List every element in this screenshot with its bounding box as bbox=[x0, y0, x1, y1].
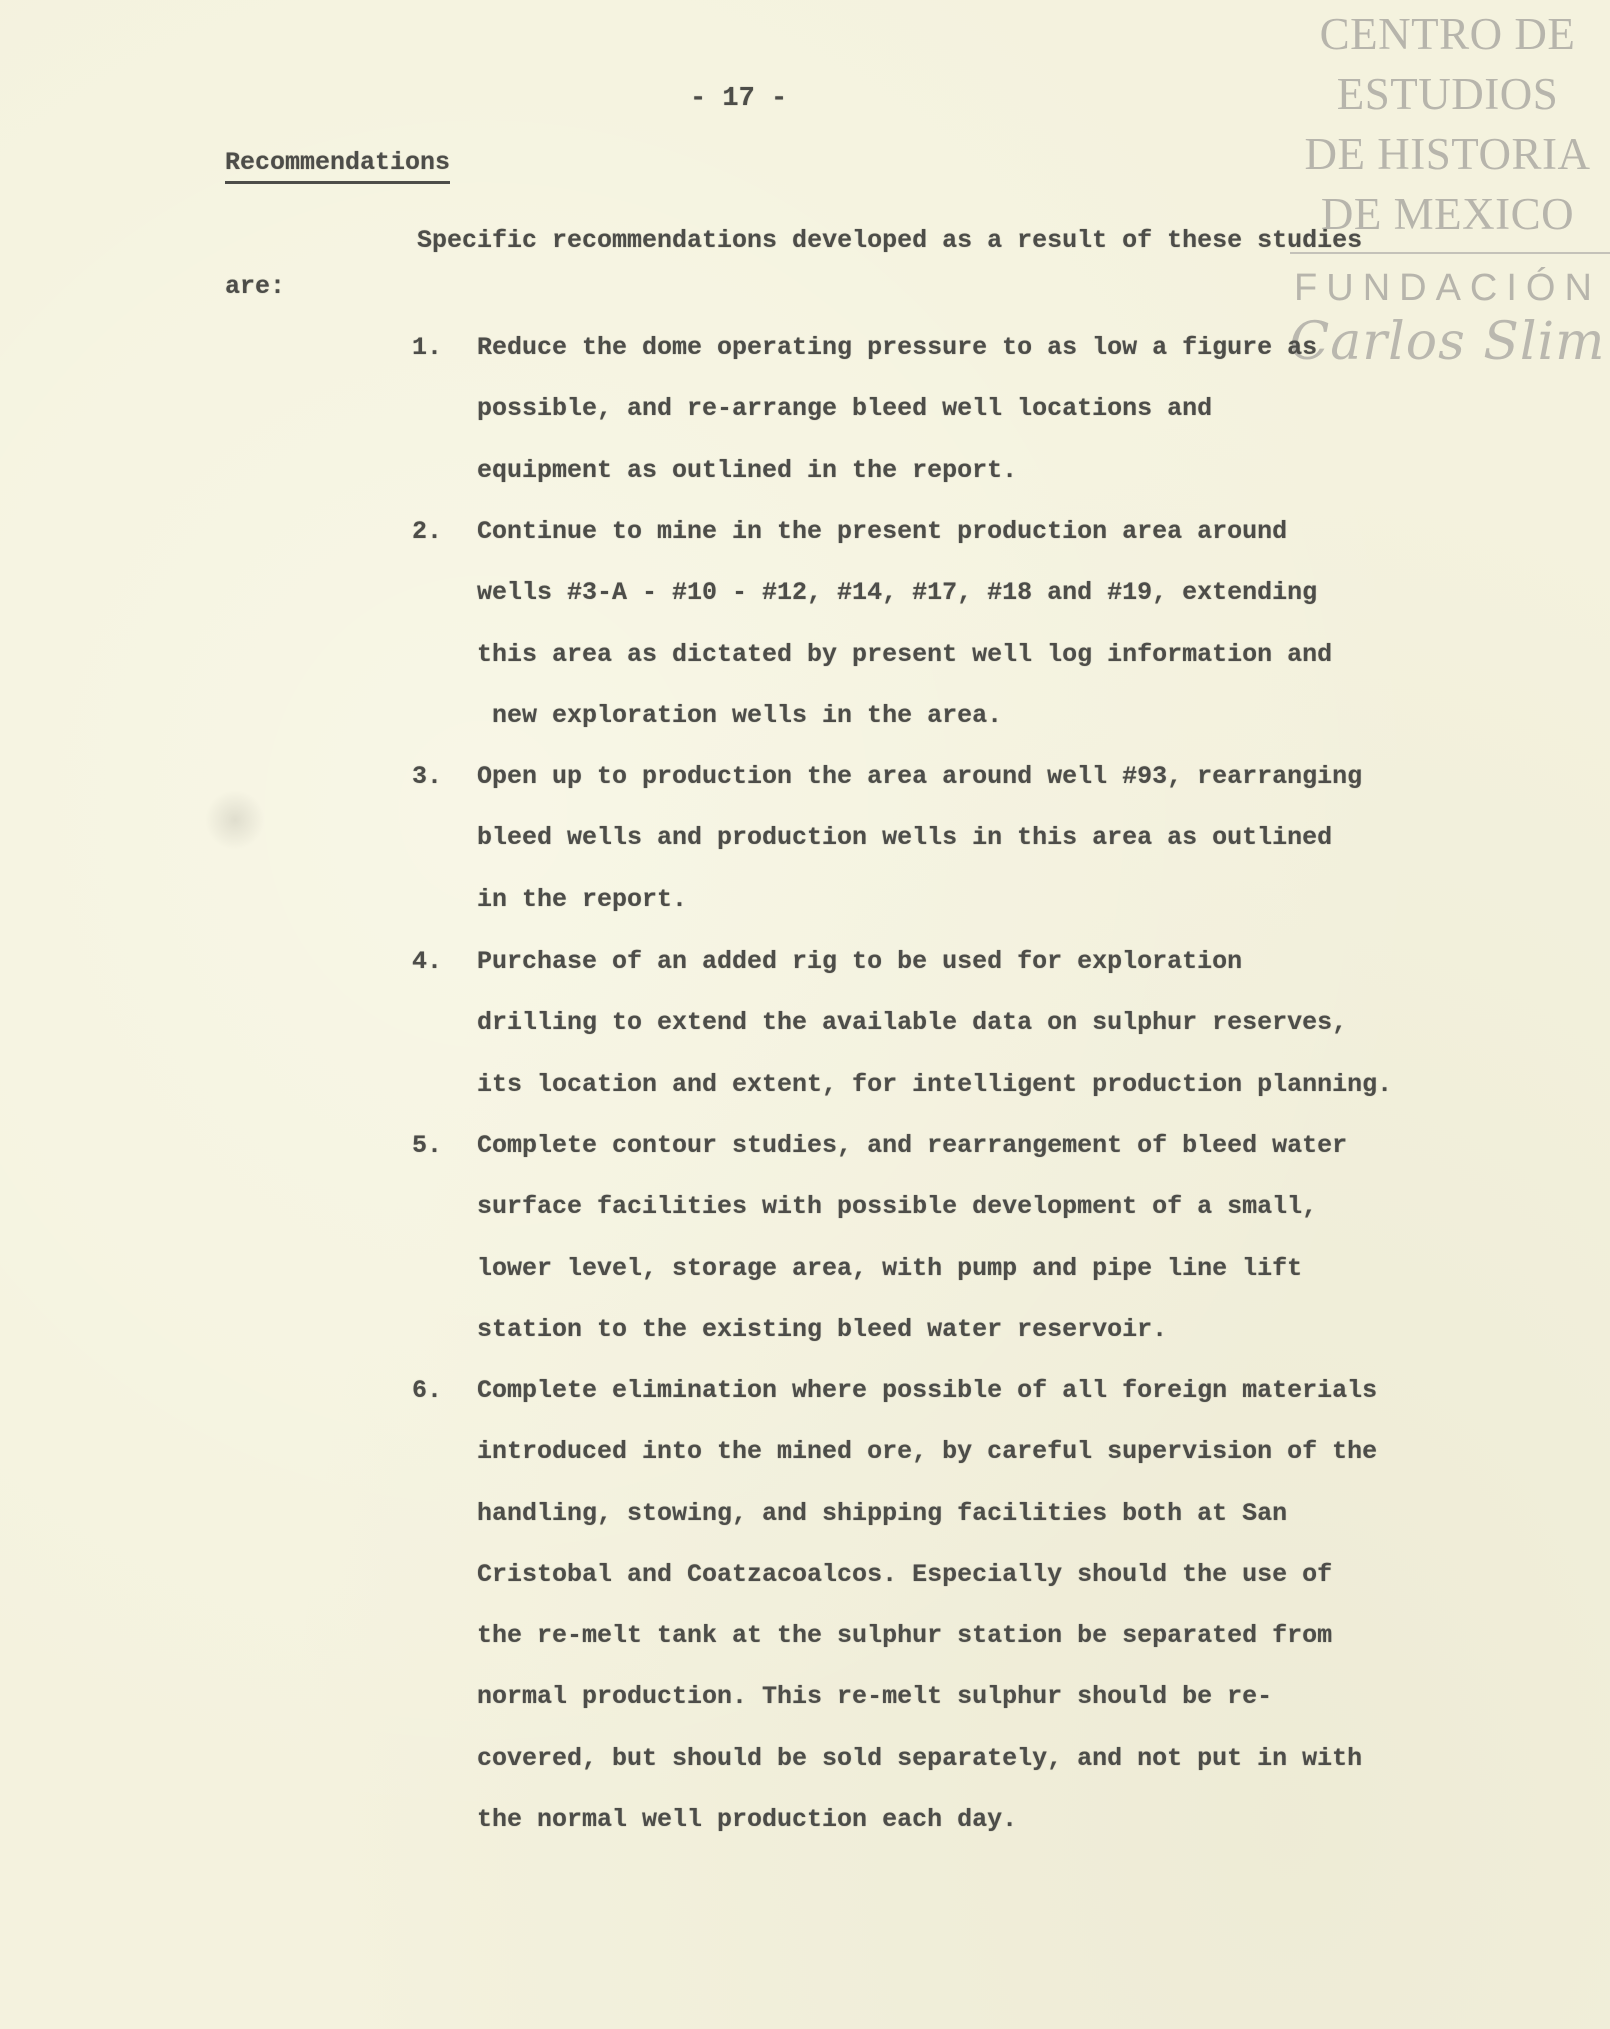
item-line: Complete elimination where possible of all foreign materials bbox=[477, 1376, 1378, 1405]
item-number: 5. bbox=[412, 1131, 443, 1160]
paper-smudge bbox=[205, 790, 265, 850]
item-line: Open up to production the area around well #93, rearranging bbox=[477, 762, 1363, 791]
item-line: Reduce the dome operating pressure to as low a figure as bbox=[477, 333, 1318, 362]
item-text bbox=[477, 947, 1392, 1131]
item-text bbox=[477, 1131, 1347, 1376]
watermark-line: DE MEXICO bbox=[1320, 189, 1575, 239]
section-heading: Recommendations bbox=[225, 148, 450, 184]
item-line: this area as dictated by present well log information and bbox=[477, 639, 1333, 669]
item-line: the re-melt tank at the sulphur station be separated from bbox=[477, 1621, 1333, 1651]
item-number: 4. bbox=[412, 947, 443, 976]
item-line: station to the existing bleed water reservoir. bbox=[477, 1314, 1168, 1344]
item-number: 6. bbox=[412, 1376, 443, 1405]
item-line: possible, and re-arrange bleed well locations and bbox=[477, 394, 1213, 424]
item-line: its location and extent, for intelligent production planning. bbox=[477, 1069, 1393, 1099]
item-line: surface facilities with possible development of a small, bbox=[477, 1192, 1318, 1222]
page-number: - 17 - bbox=[690, 84, 788, 114]
item-line: normal production. This re-melt sulphur should be re- bbox=[477, 1682, 1273, 1712]
item-line: bleed wells and production wells in this area as outlined bbox=[477, 823, 1333, 853]
watermark-line: CENTRO DE bbox=[1319, 9, 1576, 59]
item-line: wells #3-A - #10 - #12, #14, #17, #18 and #19, extending bbox=[477, 578, 1318, 608]
item-text bbox=[477, 1376, 1377, 1866]
item-line: in the report. bbox=[477, 884, 688, 914]
watermark-line: DE HISTORIA bbox=[1304, 129, 1591, 179]
item-number: 1. bbox=[412, 333, 443, 362]
item-number: 2. bbox=[412, 517, 443, 546]
item-line: Continue to mine in the present production area around bbox=[477, 517, 1288, 546]
watermark-foundation: FUNDACIÓN bbox=[1294, 267, 1601, 309]
intro-paragraph: Specific recommendations developed as a result of these studies bbox=[417, 226, 1363, 255]
item-line: covered, but should be sold separately, and not put in with bbox=[477, 1743, 1363, 1773]
item-text bbox=[477, 762, 1362, 946]
item-line: introduced into the mined ore, by careful supervision of the bbox=[477, 1437, 1378, 1467]
item-line: equipment as outlined in the report. bbox=[477, 455, 1018, 485]
item-line: the normal well production each day. bbox=[477, 1805, 1018, 1835]
item-line: drilling to extend the available data on sulphur reserves, bbox=[477, 1008, 1348, 1038]
watermark-line: ESTUDIOS bbox=[1336, 69, 1559, 119]
item-line: new exploration wells in the area. bbox=[492, 700, 1003, 730]
item-line: Purchase of an added rig to be used for exploration bbox=[477, 947, 1243, 976]
watermark-signature: Carlos Slim bbox=[1289, 312, 1606, 372]
item-line: Complete contour studies, and rearrangement of bleed water bbox=[477, 1131, 1348, 1160]
intro-paragraph-continued: are: bbox=[225, 272, 286, 301]
item-number: 3. bbox=[412, 762, 443, 791]
item-line: Cristobal and Coatzacoalcos. Especially should the use of bbox=[477, 1559, 1333, 1589]
archive-watermark bbox=[1285, 4, 1610, 370]
item-text bbox=[477, 517, 1332, 762]
item-text bbox=[477, 333, 1317, 517]
item-line: handling, stowing, and shipping facilities both at San bbox=[477, 1498, 1288, 1528]
item-line: lower level, storage area, with pump and pipe line lift bbox=[477, 1253, 1303, 1283]
